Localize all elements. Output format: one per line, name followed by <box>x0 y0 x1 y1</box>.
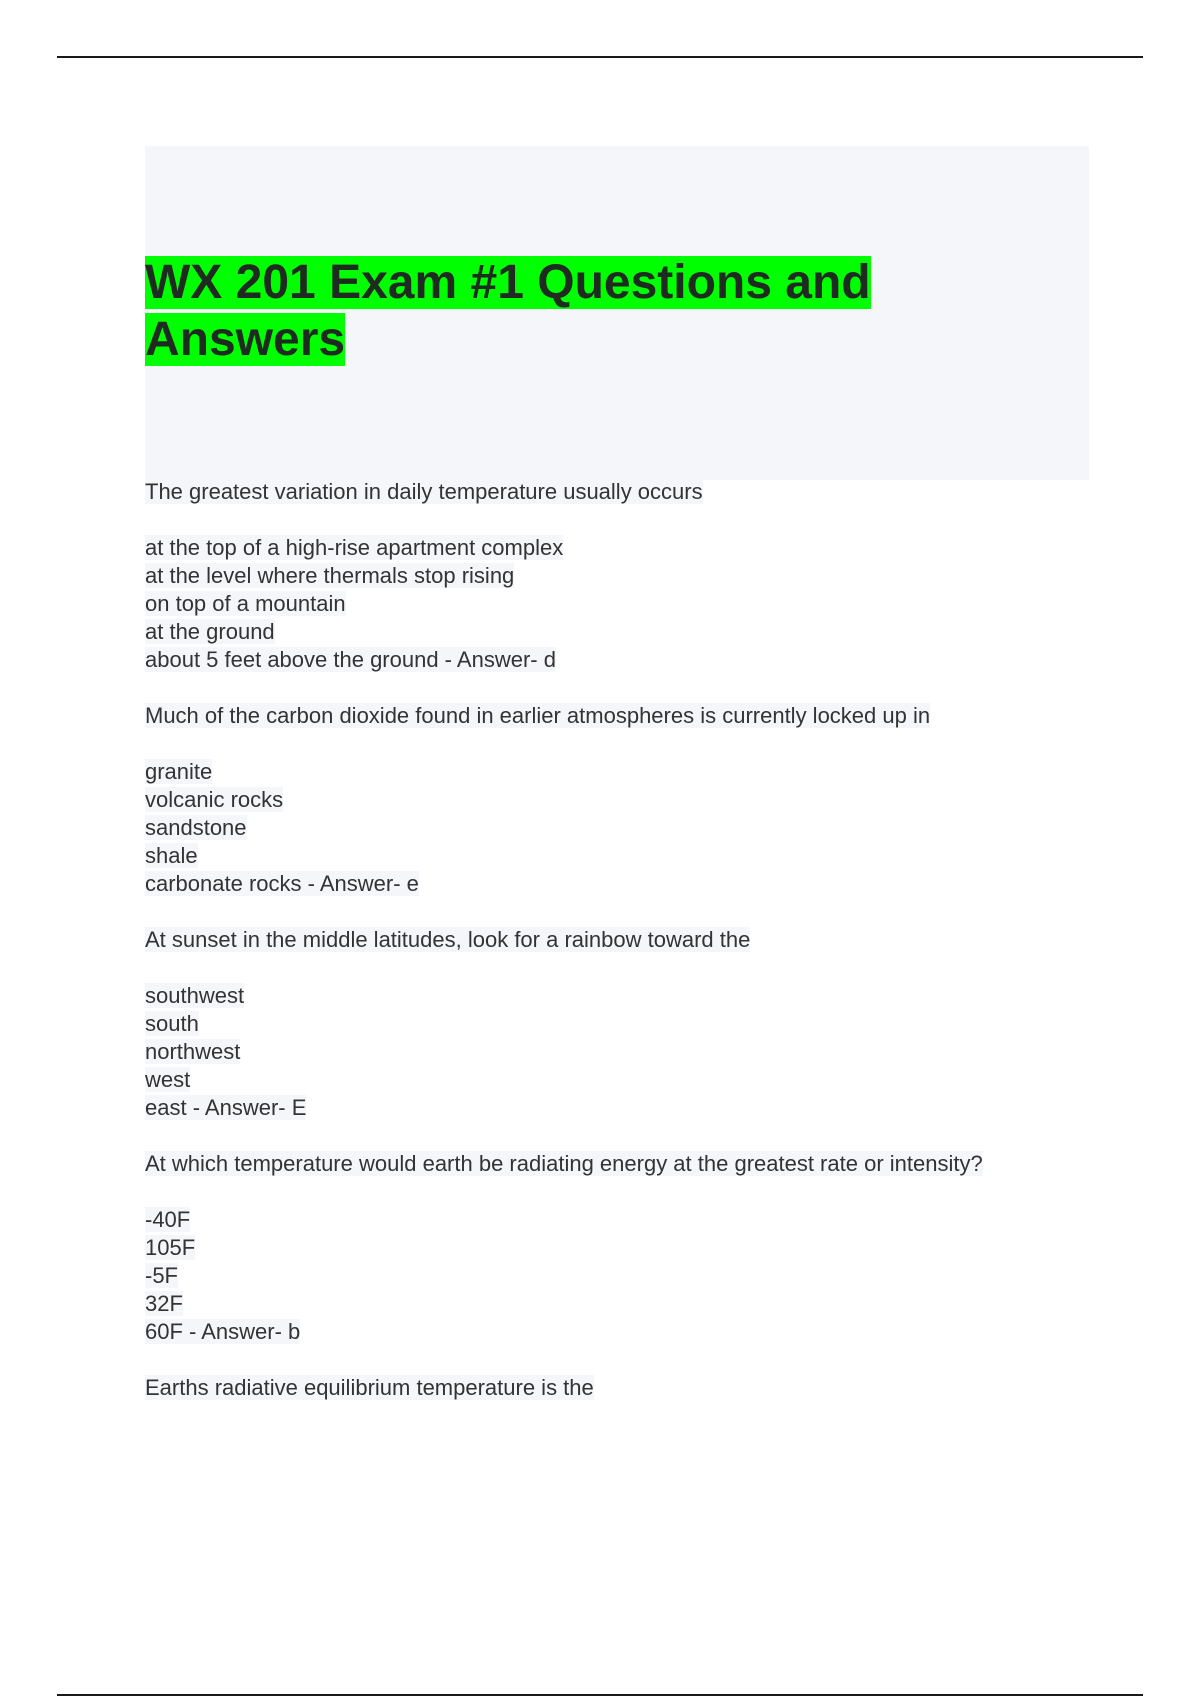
answer-option: 105F <box>145 1235 196 1260</box>
answer-option: sandstone <box>145 815 247 840</box>
top-rule <box>57 56 1143 58</box>
answer-option: on top of a mountain <box>145 591 346 616</box>
answer-option: northwest <box>145 1039 241 1064</box>
answer-option: at the ground <box>145 619 275 644</box>
answer-option-with-key: 60F - Answer- b <box>145 1319 301 1344</box>
question-list <box>145 478 1095 1430</box>
answer-option-with-key: about 5 feet above the ground - Answer- d <box>145 647 556 672</box>
answer-option-with-key: east - Answer- E <box>145 1095 307 1120</box>
answer-option: 32F <box>145 1291 183 1316</box>
question-item <box>145 1150 1095 1346</box>
answer-option: at the level where thermals stop rising <box>145 563 515 588</box>
page-title-text: WX 201 Exam #1 Questions and Answers <box>145 256 871 366</box>
question-text: The greatest variation in daily temperature usually occurs <box>145 479 703 504</box>
answer-option: volcanic rocks <box>145 787 284 812</box>
answer-option: at the top of a high-rise apartment complex <box>145 535 564 560</box>
answer-option: west <box>145 1067 191 1092</box>
answer-option: shale <box>145 843 198 868</box>
bottom-rule <box>57 1694 1143 1696</box>
question-text: At sunset in the middle latitudes, look for a rainbow toward the <box>145 927 751 952</box>
answer-option: -5F <box>145 1263 178 1288</box>
title-block <box>145 146 1089 480</box>
question-item <box>145 926 1095 1122</box>
question-text: At which temperature would earth be radiating energy at the greatest rate or intensity? <box>145 1151 983 1176</box>
answer-option: granite <box>145 759 213 784</box>
question-item <box>145 1374 1095 1402</box>
question-item <box>145 702 1095 898</box>
page-title <box>145 254 905 368</box>
answer-option-with-key: carbonate rocks - Answer- e <box>145 871 419 896</box>
answer-option: south <box>145 1011 199 1036</box>
answer-option: -40F <box>145 1207 191 1232</box>
answer-option: southwest <box>145 983 245 1008</box>
question-text: Earths radiative equilibrium temperature is the <box>145 1375 594 1400</box>
question-text: Much of the carbon dioxide found in earlier atmospheres is currently locked up in <box>145 703 931 728</box>
question-item <box>145 478 1095 674</box>
